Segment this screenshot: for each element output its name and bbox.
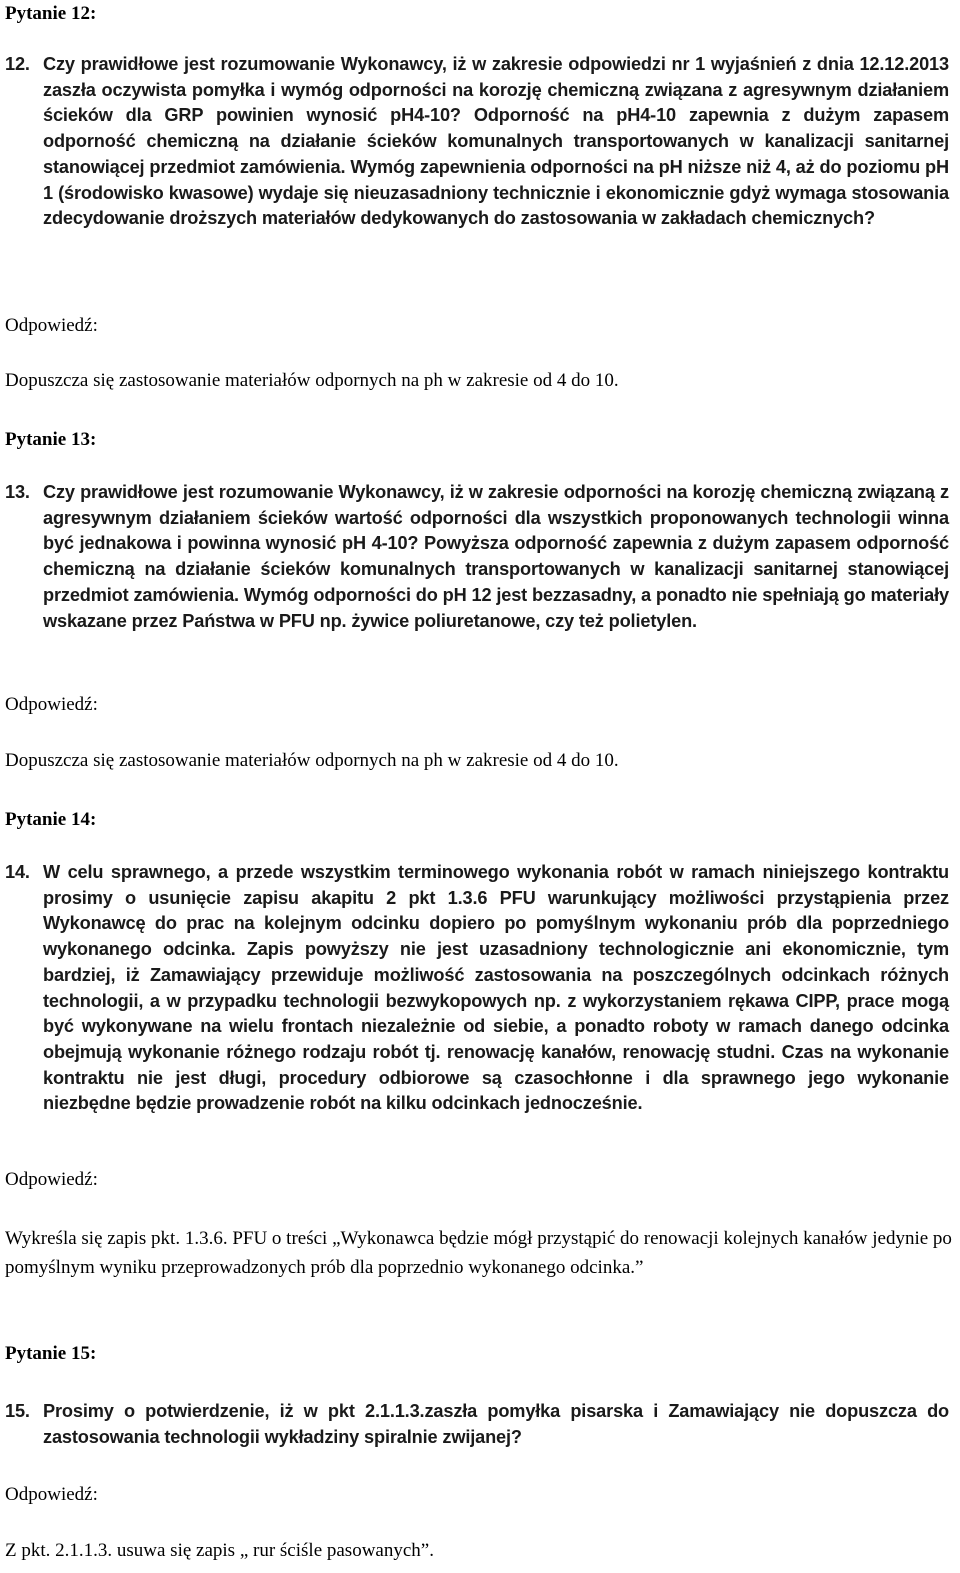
question-12-scanned-text xyxy=(5,52,949,232)
answer-15-text: Z pkt. 2.1.1.3. usuwa się zapis „ rur ściśle pasowanych”. xyxy=(5,1540,434,1561)
question-15-body: Prosimy o potwierdzenie, iż w pkt 2.1.1.3.zaszła pomyłka pisarska i Zamawiający nie dopuszcza do zastosowania technologii wykładziny spiralnie zwijanej? xyxy=(43,1401,949,1447)
answer-15-label: Odpowiedź: xyxy=(5,1484,98,1505)
question-12-heading: Pytanie 12: xyxy=(5,3,97,24)
question-13-body: Czy prawidłowe jest rozumowanie Wykonawcy, iż w zakresie odporności na korozję chemiczną związaną z agresywnym działaniem ścieków wartość odporności dla wszystkich proponowanych technologii winna być jednakowa i powinna wynosić pH 4-10? Powyższa odporność zapewnia z dużym zapasem odporność chemiczną na działanie ścieków komunalnych transportowanych w kanalizacji sanitarnej stanowiącej przedmiot zamówienia. Wymóg odporności do pH 12 jest bezzasadny, a ponadto nie spełniają go materiały wskazane przez Państwa w PFU np. żywice poliuretanowe, czy też polietylen. xyxy=(43,482,949,631)
question-12-number: 12. xyxy=(5,54,30,74)
answer-12-label: Odpowiedź: xyxy=(5,315,98,336)
question-15-heading: Pytanie 15: xyxy=(5,1343,97,1364)
question-13-heading: Pytanie 13: xyxy=(5,429,97,450)
question-15-scanned-text xyxy=(5,1399,949,1450)
question-12-body: Czy prawidłowe jest rozumowanie Wykonawcy, iż w zakresie odpowiedzi nr 1 wyjaśnień z dnia 12.12.2013 zaszła oczywista pomyłka i wymóg odporności na korozję chemiczną związana z agresywnym działaniem ścieków dla GRP powinien wynosić pH4-10? Odporność na pH4-10 zapewnia z dużym zapasem odporność chemiczną na działanie ścieków komunalnych transportowanych w kanalizacji sanitarnej stanowiącej przedmiot zamówienia. Wymóg zapewnienia odporności na pH niższe niż 4, aż do poziomu pH 1 (środowisko kwasowe) wydaje się nieuzasadniony technicznie i ekonomicznie gdyż wymaga stosowania zdecydowanie droższych materiałów dedykowanych do zastosowania w zakładach chemicznych? xyxy=(43,54,949,229)
question-14-number: 14. xyxy=(5,862,30,882)
answer-14-text: Wykreśla się zapis pkt. 1.3.6. PFU o treści „Wykonawca będzie mógł przystąpić do renowacji kolejnych kanałów jedynie po pomyślnym wyniku przeprowadzonych prób dla poprzednio wykonanego odcinka.” xyxy=(5,1228,952,1278)
question-14-scanned-text xyxy=(5,860,949,1117)
question-15-number: 15. xyxy=(5,1401,30,1421)
answer-14-label: Odpowiedź: xyxy=(5,1169,98,1190)
answer-13-text: Dopuszcza się zastosowanie materiałów odpornych na ph w zakresie od 4 do 10. xyxy=(5,750,619,771)
answer-13-label: Odpowiedź: xyxy=(5,694,98,715)
answer-12-text: Dopuszcza się zastosowanie materiałów odpornych na ph w zakresie od 4 do 10. xyxy=(5,370,619,391)
question-14-heading: Pytanie 14: xyxy=(5,809,97,830)
question-13-number: 13. xyxy=(5,482,30,502)
question-14-body: W celu sprawnego, a przede wszystkim terminowego wykonania robót w ramach niniejszego kontraktu prosimy o usunięcie zapisu akapitu 2 pkt 1.3.6 PFU warunkujący możliwości przystąpienia przez Wykonawcę do prac na kolejnym odcinku dopiero po pomyślnym wykonaniu prób dla poprzedniego wykonanego odcinka. Zapis powyższy nie jest uzasadniony technologicznie ani ekonomicznie, tym bardziej, iż Zamawiający przewiduje możliwość zastosowania na poszczególnych odcinkach różnych technologii, a w przypadku technologii bezwykopowych np. z wykorzystaniem rękawa CIPP, prace mogą być wykonywane na wielu frontach niezależnie od siebie, a ponadto roboty w ramach danego odcinka obejmują wykonanie różnego rodzaju robót tj. renowację kanałów, renowację studni. Czas na wykonanie kontraktu nie jest długi, procedury odbiorowe są czasochłonne i dla sprawnego jego wykonanie niezbędne będzie prowadzenie robót na kilku odcinkach jednocześnie. xyxy=(43,862,949,1114)
question-13-scanned-text xyxy=(5,480,949,634)
